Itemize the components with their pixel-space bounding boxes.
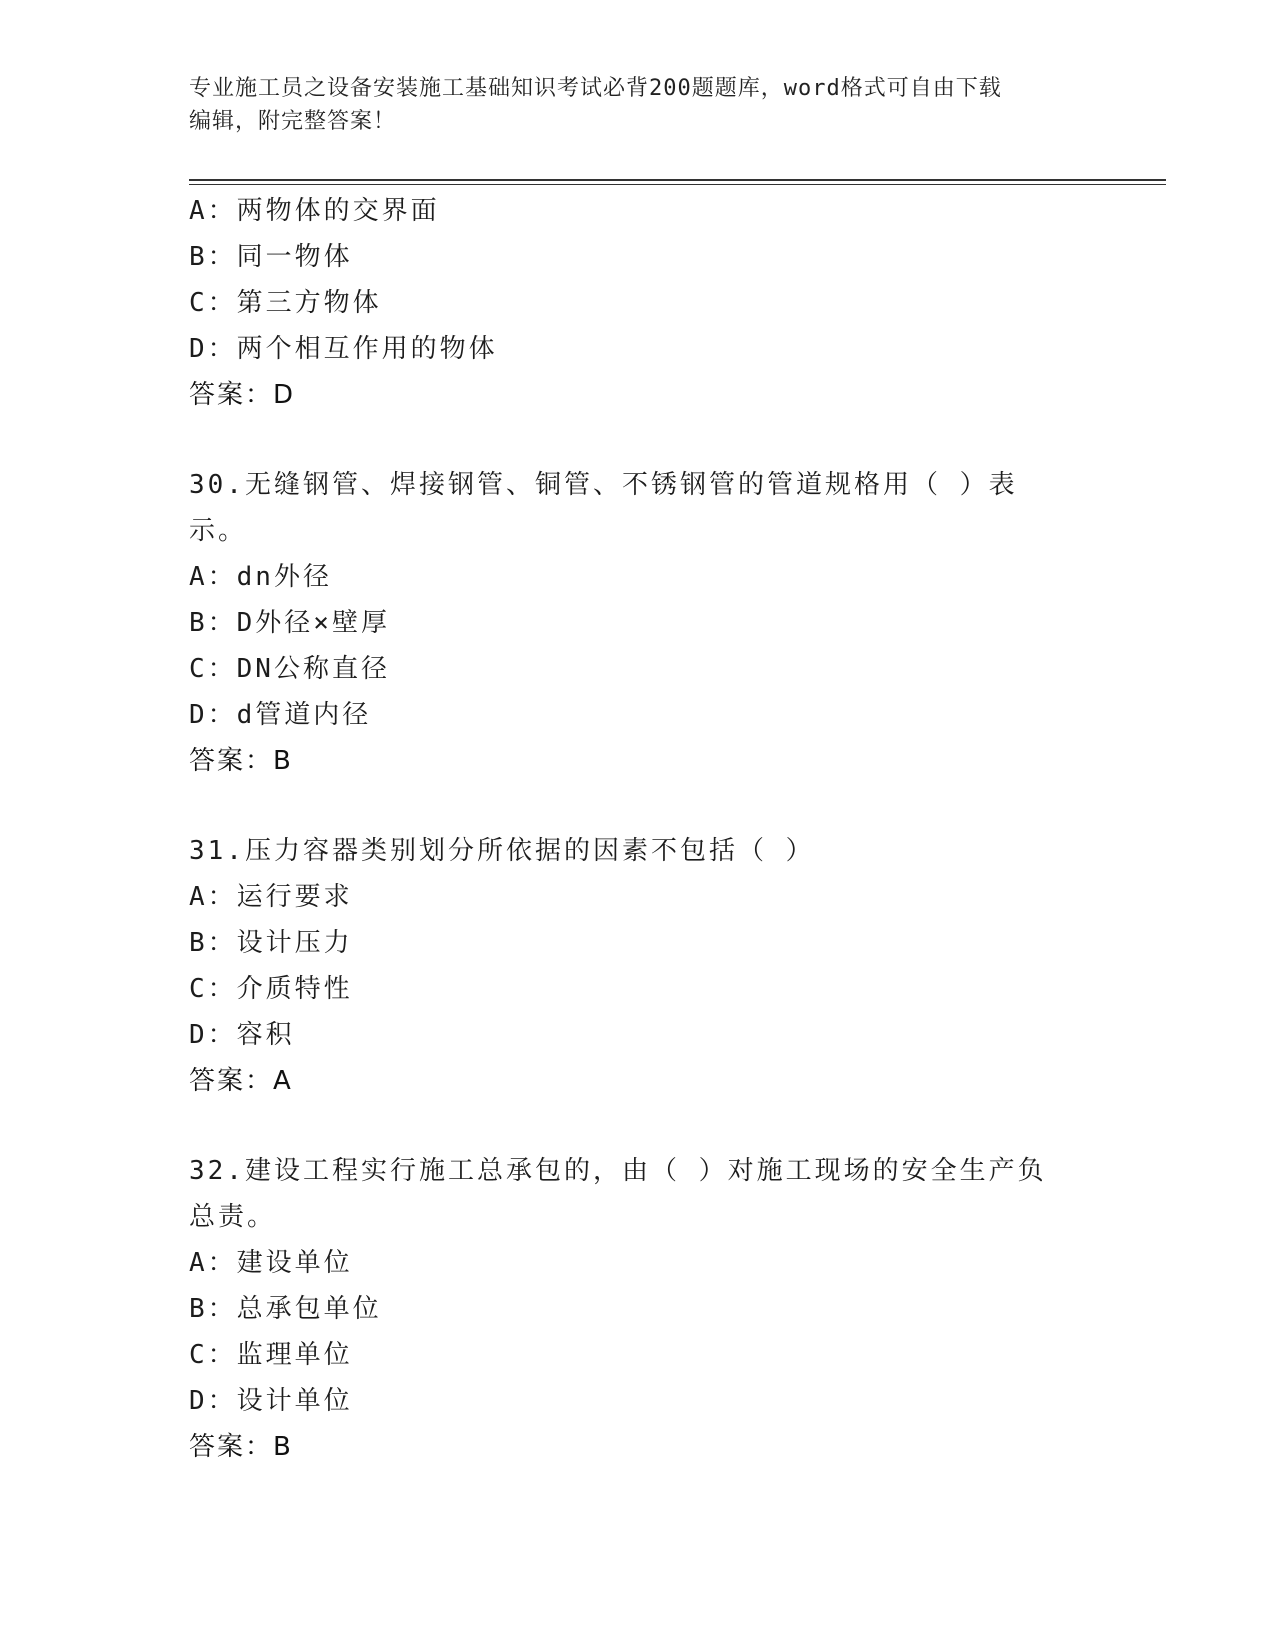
- question-31: [189, 828, 1089, 1104]
- question-spacer: [189, 418, 1089, 462]
- option-a: A：建设单位: [189, 1248, 353, 1278]
- question-spacer: [189, 1104, 1089, 1148]
- option-c: C：DN公称直径: [189, 654, 390, 684]
- option-b: B：总承包单位: [189, 1294, 382, 1324]
- option-d: D：两个相互作用的物体: [189, 334, 498, 364]
- option-b: B：设计压力: [189, 928, 353, 958]
- document-header: [189, 72, 1089, 138]
- option-b: B：D外径×壁厚: [189, 608, 390, 638]
- question-stem: 30.无缝钢管、焊接钢管、铜管、不锈钢管的管道规格用（ ）表示。: [189, 470, 1018, 546]
- option-d: D：设计单位: [189, 1386, 353, 1416]
- option-c: C：介质特性: [189, 974, 353, 1004]
- question-list: [189, 188, 1089, 1470]
- option-d: D：容积: [189, 1020, 295, 1050]
- option-b: B：同一物体: [189, 242, 353, 272]
- answer-line: 答案：B: [189, 1432, 293, 1462]
- question-stem: 32.建设工程实行施工总承包的，由（ ）对施工现场的安全生产负总责。: [189, 1156, 1047, 1232]
- question-29: [189, 188, 1089, 418]
- option-c: C：监理单位: [189, 1340, 353, 1370]
- header-rule-thick: [189, 179, 1166, 181]
- question-spacer: [189, 784, 1089, 828]
- header-line-1: 专业施工员之设备安装施工基础知识考试必背200题题库，word格式可自由下载: [189, 76, 1002, 101]
- answer-line: 答案：B: [189, 746, 293, 776]
- question-stem: 31.压力容器类别划分所依据的因素不包括（ ）: [189, 836, 815, 866]
- option-a: A：两物体的交界面: [189, 196, 440, 226]
- header-rule-thin: [189, 184, 1166, 185]
- option-a: A：运行要求: [189, 882, 353, 912]
- option-c: C：第三方物体: [189, 288, 382, 318]
- answer-line: 答案：D: [189, 380, 296, 410]
- header-line-2: 编辑，附完整答案！: [189, 109, 397, 134]
- option-d: D：d管道内径: [189, 700, 372, 730]
- question-30: [189, 462, 1089, 784]
- answer-line: 答案：A: [189, 1066, 293, 1096]
- question-32: [189, 1148, 1089, 1470]
- option-a: A：dn外径: [189, 562, 332, 592]
